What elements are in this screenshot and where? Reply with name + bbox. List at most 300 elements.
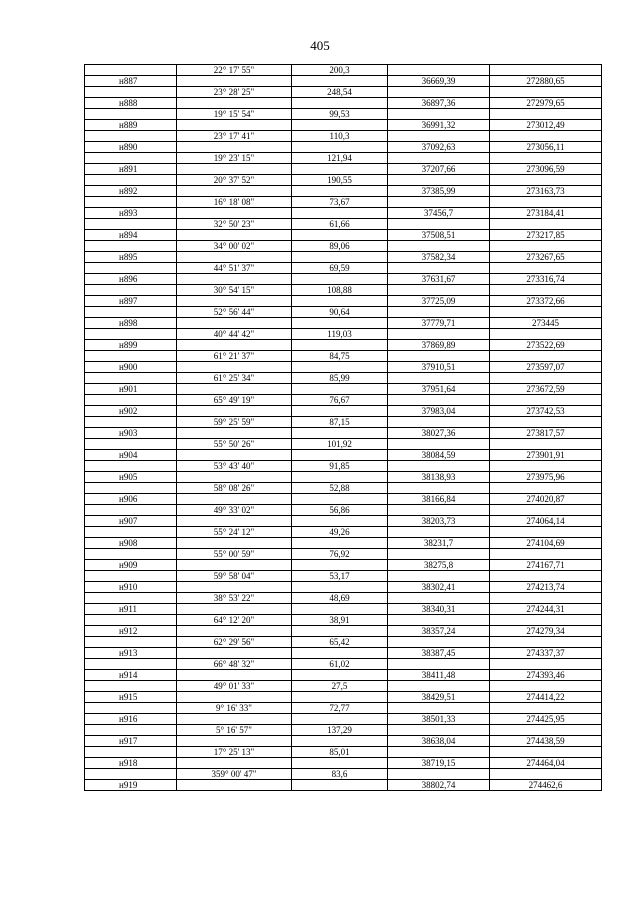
point-name-cell: н903 xyxy=(85,428,177,439)
empty-cell xyxy=(177,142,292,153)
y-coordinate-cell: 274064,14 xyxy=(490,516,602,527)
point-name-cell: н905 xyxy=(85,472,177,483)
x-coordinate-cell: 37456,7 xyxy=(388,208,490,219)
segment-row xyxy=(85,637,602,648)
empty-cell xyxy=(292,252,388,263)
empty-cell xyxy=(388,373,490,384)
empty-cell xyxy=(292,230,388,241)
segment-row xyxy=(85,65,602,76)
segment-row xyxy=(85,703,602,714)
point-name-cell: н896 xyxy=(85,274,177,285)
empty-cell xyxy=(177,758,292,769)
point-row xyxy=(85,758,602,769)
point-name-cell: н891 xyxy=(85,164,177,175)
distance-cell: 248,54 xyxy=(292,87,388,98)
segment-row xyxy=(85,373,602,384)
empty-cell xyxy=(388,747,490,758)
empty-cell xyxy=(490,439,602,450)
distance-cell: 85,01 xyxy=(292,747,388,758)
point-row xyxy=(85,252,602,263)
direction-angle-cell: 23° 17' 41" xyxy=(177,131,292,142)
empty-cell xyxy=(388,351,490,362)
empty-cell xyxy=(292,736,388,747)
empty-cell xyxy=(490,109,602,120)
empty-cell xyxy=(177,736,292,747)
segment-row xyxy=(85,87,602,98)
empty-cell xyxy=(177,780,292,791)
empty-cell xyxy=(85,637,177,648)
empty-cell xyxy=(388,395,490,406)
point-name-cell: н892 xyxy=(85,186,177,197)
direction-angle-cell: 65° 49' 19" xyxy=(177,395,292,406)
segment-row xyxy=(85,109,602,120)
distance-cell: 52,88 xyxy=(292,483,388,494)
segment-row xyxy=(85,219,602,230)
segment-row xyxy=(85,461,602,472)
point-row xyxy=(85,120,602,131)
point-name-cell: н917 xyxy=(85,736,177,747)
empty-cell xyxy=(85,373,177,384)
point-row xyxy=(85,516,602,527)
empty-cell xyxy=(177,582,292,593)
distance-cell: 89,06 xyxy=(292,241,388,252)
empty-cell xyxy=(388,87,490,98)
empty-cell xyxy=(177,120,292,131)
segment-row xyxy=(85,263,602,274)
x-coordinate-cell: 38357,24 xyxy=(388,626,490,637)
empty-cell xyxy=(85,87,177,98)
empty-cell xyxy=(292,142,388,153)
distance-cell: 190,55 xyxy=(292,175,388,186)
empty-cell xyxy=(85,725,177,736)
empty-cell xyxy=(85,681,177,692)
x-coordinate-cell: 37631,67 xyxy=(388,274,490,285)
direction-angle-cell: 49° 33' 02" xyxy=(177,505,292,516)
point-row xyxy=(85,450,602,461)
point-name-cell: н916 xyxy=(85,714,177,725)
empty-cell xyxy=(177,230,292,241)
empty-cell xyxy=(292,582,388,593)
x-coordinate-cell: 36669,39 xyxy=(388,76,490,87)
point-row xyxy=(85,296,602,307)
empty-cell xyxy=(490,263,602,274)
distance-cell: 56,86 xyxy=(292,505,388,516)
direction-angle-cell: 62° 29' 56" xyxy=(177,637,292,648)
empty-cell xyxy=(177,538,292,549)
point-name-cell: н912 xyxy=(85,626,177,637)
point-name-cell: н901 xyxy=(85,384,177,395)
direction-angle-cell: 53° 43' 40" xyxy=(177,461,292,472)
empty-cell xyxy=(388,65,490,76)
distance-cell: 90,64 xyxy=(292,307,388,318)
x-coordinate-cell: 38387,45 xyxy=(388,648,490,659)
empty-cell xyxy=(292,494,388,505)
empty-cell xyxy=(490,131,602,142)
direction-angle-cell: 52° 56' 44" xyxy=(177,307,292,318)
point-name-cell: н895 xyxy=(85,252,177,263)
empty-cell xyxy=(85,461,177,472)
point-row xyxy=(85,98,602,109)
empty-cell xyxy=(388,263,490,274)
segment-row xyxy=(85,549,602,560)
empty-cell xyxy=(177,362,292,373)
point-row xyxy=(85,494,602,505)
empty-cell xyxy=(177,208,292,219)
segment-row xyxy=(85,285,602,296)
empty-cell xyxy=(292,186,388,197)
y-coordinate-cell: 274462,6 xyxy=(490,780,602,791)
y-coordinate-cell: 274279,34 xyxy=(490,626,602,637)
y-coordinate-cell: 273522,69 xyxy=(490,340,602,351)
point-row xyxy=(85,714,602,725)
empty-cell xyxy=(85,659,177,670)
empty-cell xyxy=(292,472,388,483)
empty-cell xyxy=(292,780,388,791)
empty-cell xyxy=(292,714,388,725)
point-row xyxy=(85,626,602,637)
empty-cell xyxy=(490,703,602,714)
direction-angle-cell: 58° 08' 26" xyxy=(177,483,292,494)
distance-cell: 73,67 xyxy=(292,197,388,208)
y-coordinate-cell: 273672,59 xyxy=(490,384,602,395)
direction-angle-cell: 34° 00' 02" xyxy=(177,241,292,252)
y-coordinate-cell: 274020,87 xyxy=(490,494,602,505)
empty-cell xyxy=(292,692,388,703)
y-coordinate-cell: 273184,41 xyxy=(490,208,602,219)
point-row xyxy=(85,318,602,329)
direction-angle-cell: 44° 51' 37" xyxy=(177,263,292,274)
empty-cell xyxy=(177,472,292,483)
segment-row xyxy=(85,483,602,494)
direction-angle-cell: 16° 18' 08" xyxy=(177,197,292,208)
direction-angle-cell: 23° 28' 25" xyxy=(177,87,292,98)
point-row xyxy=(85,274,602,285)
direction-angle-cell: 40° 44' 42" xyxy=(177,329,292,340)
point-row xyxy=(85,340,602,351)
empty-cell xyxy=(177,76,292,87)
point-name-cell: н899 xyxy=(85,340,177,351)
segment-row xyxy=(85,307,602,318)
empty-cell xyxy=(85,351,177,362)
y-coordinate-cell: 274104,69 xyxy=(490,538,602,549)
distance-cell: 119,03 xyxy=(292,329,388,340)
x-coordinate-cell: 37092,63 xyxy=(388,142,490,153)
segment-row xyxy=(85,439,602,450)
empty-cell xyxy=(85,307,177,318)
point-name-cell: н900 xyxy=(85,362,177,373)
point-row xyxy=(85,428,602,439)
distance-cell: 91,85 xyxy=(292,461,388,472)
x-coordinate-cell: 38166,84 xyxy=(388,494,490,505)
segment-row xyxy=(85,527,602,538)
point-row xyxy=(85,384,602,395)
point-row xyxy=(85,406,602,417)
x-coordinate-cell: 37869,89 xyxy=(388,340,490,351)
direction-angle-cell: 59° 58' 04" xyxy=(177,571,292,582)
empty-cell xyxy=(388,461,490,472)
empty-cell xyxy=(490,615,602,626)
empty-cell xyxy=(85,593,177,604)
empty-cell xyxy=(177,626,292,637)
empty-cell xyxy=(490,549,602,560)
empty-cell xyxy=(490,285,602,296)
y-coordinate-cell: 273012,49 xyxy=(490,120,602,131)
point-row xyxy=(85,142,602,153)
empty-cell xyxy=(388,219,490,230)
empty-cell xyxy=(85,549,177,560)
empty-cell xyxy=(490,461,602,472)
empty-cell xyxy=(490,505,602,516)
point-name-cell: н894 xyxy=(85,230,177,241)
empty-cell xyxy=(177,604,292,615)
empty-cell xyxy=(490,527,602,538)
point-name-cell: н897 xyxy=(85,296,177,307)
empty-cell xyxy=(292,318,388,329)
x-coordinate-cell: 38340,31 xyxy=(388,604,490,615)
segment-row xyxy=(85,681,602,692)
distance-cell: 87,15 xyxy=(292,417,388,428)
empty-cell xyxy=(177,560,292,571)
empty-cell xyxy=(85,615,177,626)
empty-cell xyxy=(292,670,388,681)
distance-cell: 137,29 xyxy=(292,725,388,736)
distance-cell: 101,92 xyxy=(292,439,388,450)
direction-angle-cell: 359° 00' 47" xyxy=(177,769,292,780)
empty-cell xyxy=(177,648,292,659)
distance-cell: 83,6 xyxy=(292,769,388,780)
x-coordinate-cell: 36897,36 xyxy=(388,98,490,109)
empty-cell xyxy=(292,406,388,417)
empty-cell xyxy=(292,626,388,637)
direction-angle-cell: 22° 17' 55" xyxy=(177,65,292,76)
y-coordinate-cell: 273217,85 xyxy=(490,230,602,241)
segment-row xyxy=(85,351,602,362)
empty-cell xyxy=(490,175,602,186)
point-name-cell: н887 xyxy=(85,76,177,87)
empty-cell xyxy=(177,450,292,461)
point-name-cell: н906 xyxy=(85,494,177,505)
empty-cell xyxy=(292,604,388,615)
distance-cell: 76,92 xyxy=(292,549,388,560)
direction-angle-cell: 49° 01' 33" xyxy=(177,681,292,692)
point-row xyxy=(85,582,602,593)
y-coordinate-cell: 273316,74 xyxy=(490,274,602,285)
empty-cell xyxy=(292,428,388,439)
direction-angle-cell: 59° 25' 59" xyxy=(177,417,292,428)
empty-cell xyxy=(490,351,602,362)
empty-cell xyxy=(490,307,602,318)
empty-cell xyxy=(85,769,177,780)
empty-cell xyxy=(177,428,292,439)
distance-cell: 61,02 xyxy=(292,659,388,670)
direction-angle-cell: 9° 16' 33" xyxy=(177,703,292,714)
y-coordinate-cell: 274438,59 xyxy=(490,736,602,747)
point-name-cell: н915 xyxy=(85,692,177,703)
y-coordinate-cell: 274167,71 xyxy=(490,560,602,571)
distance-cell: 61,66 xyxy=(292,219,388,230)
point-row xyxy=(85,208,602,219)
empty-cell xyxy=(388,197,490,208)
point-name-cell: н908 xyxy=(85,538,177,549)
empty-cell xyxy=(85,417,177,428)
y-coordinate-cell: 273817,57 xyxy=(490,428,602,439)
empty-cell xyxy=(388,153,490,164)
point-name-cell: н914 xyxy=(85,670,177,681)
y-coordinate-cell: 273597,07 xyxy=(490,362,602,373)
distance-cell: 85,99 xyxy=(292,373,388,384)
segment-row xyxy=(85,505,602,516)
empty-cell xyxy=(85,527,177,538)
empty-cell xyxy=(292,758,388,769)
point-row xyxy=(85,76,602,87)
boundary-coordinates-table xyxy=(84,64,602,791)
direction-angle-cell: 19° 23' 15" xyxy=(177,153,292,164)
distance-cell: 108,88 xyxy=(292,285,388,296)
empty-cell xyxy=(490,747,602,758)
point-name-cell: н913 xyxy=(85,648,177,659)
empty-cell xyxy=(490,153,602,164)
segment-row xyxy=(85,197,602,208)
point-row xyxy=(85,560,602,571)
empty-cell xyxy=(177,406,292,417)
empty-cell xyxy=(177,98,292,109)
distance-cell: 53,17 xyxy=(292,571,388,582)
point-row xyxy=(85,736,602,747)
empty-cell xyxy=(388,659,490,670)
x-coordinate-cell: 37508,51 xyxy=(388,230,490,241)
distance-cell: 121,94 xyxy=(292,153,388,164)
empty-cell xyxy=(177,670,292,681)
empty-cell xyxy=(388,681,490,692)
point-name-cell: н910 xyxy=(85,582,177,593)
empty-cell xyxy=(388,593,490,604)
empty-cell xyxy=(177,714,292,725)
y-coordinate-cell: 274425,95 xyxy=(490,714,602,725)
point-name-cell: н904 xyxy=(85,450,177,461)
empty-cell xyxy=(490,87,602,98)
empty-cell xyxy=(85,747,177,758)
point-row xyxy=(85,472,602,483)
empty-cell xyxy=(85,153,177,164)
direction-angle-cell: 32° 50' 23" xyxy=(177,219,292,230)
empty-cell xyxy=(292,296,388,307)
empty-cell xyxy=(292,538,388,549)
direction-angle-cell: 17° 25' 13" xyxy=(177,747,292,758)
empty-cell xyxy=(177,252,292,263)
empty-cell xyxy=(490,769,602,780)
point-row xyxy=(85,692,602,703)
empty-cell xyxy=(388,439,490,450)
empty-cell xyxy=(85,241,177,252)
point-name-cell: н911 xyxy=(85,604,177,615)
empty-cell xyxy=(292,516,388,527)
x-coordinate-cell: 37779,71 xyxy=(388,318,490,329)
empty-cell xyxy=(490,65,602,76)
empty-cell xyxy=(490,593,602,604)
empty-cell xyxy=(85,329,177,340)
distance-cell: 99,53 xyxy=(292,109,388,120)
segment-row xyxy=(85,395,602,406)
direction-angle-cell: 64° 12' 20" xyxy=(177,615,292,626)
x-coordinate-cell: 38719,15 xyxy=(388,758,490,769)
direction-angle-cell: 20° 37' 52" xyxy=(177,175,292,186)
empty-cell xyxy=(177,318,292,329)
point-name-cell: н889 xyxy=(85,120,177,131)
empty-cell xyxy=(292,274,388,285)
empty-cell xyxy=(388,703,490,714)
x-coordinate-cell: 38275,8 xyxy=(388,560,490,571)
point-name-cell: н919 xyxy=(85,780,177,791)
empty-cell xyxy=(388,329,490,340)
point-name-cell: н888 xyxy=(85,98,177,109)
empty-cell xyxy=(292,120,388,131)
x-coordinate-cell: 37910,51 xyxy=(388,362,490,373)
y-coordinate-cell: 272979,65 xyxy=(490,98,602,109)
empty-cell xyxy=(85,219,177,230)
x-coordinate-cell: 37582,34 xyxy=(388,252,490,263)
empty-cell xyxy=(292,208,388,219)
y-coordinate-cell: 273372,66 xyxy=(490,296,602,307)
x-coordinate-cell: 38802,74 xyxy=(388,780,490,791)
y-coordinate-cell: 272880,65 xyxy=(490,76,602,87)
empty-cell xyxy=(177,516,292,527)
direction-angle-cell: 5° 16' 57" xyxy=(177,725,292,736)
x-coordinate-cell: 37951,64 xyxy=(388,384,490,395)
direction-angle-cell: 55° 00' 59" xyxy=(177,549,292,560)
empty-cell xyxy=(388,615,490,626)
empty-cell xyxy=(85,395,177,406)
y-coordinate-cell: 273267,65 xyxy=(490,252,602,263)
x-coordinate-cell: 37983,04 xyxy=(388,406,490,417)
empty-cell xyxy=(177,296,292,307)
x-coordinate-cell: 38302,41 xyxy=(388,582,490,593)
empty-cell xyxy=(490,241,602,252)
empty-cell xyxy=(85,571,177,582)
empty-cell xyxy=(490,373,602,384)
x-coordinate-cell: 38027,36 xyxy=(388,428,490,439)
direction-angle-cell: 19° 15' 54" xyxy=(177,109,292,120)
empty-cell xyxy=(292,384,388,395)
empty-cell xyxy=(85,197,177,208)
empty-cell xyxy=(85,175,177,186)
empty-cell xyxy=(177,186,292,197)
empty-cell xyxy=(388,175,490,186)
empty-cell xyxy=(292,76,388,87)
x-coordinate-cell: 38138,93 xyxy=(388,472,490,483)
empty-cell xyxy=(177,164,292,175)
y-coordinate-cell: 273975,96 xyxy=(490,472,602,483)
empty-cell xyxy=(177,340,292,351)
x-coordinate-cell: 38638,04 xyxy=(388,736,490,747)
empty-cell xyxy=(490,329,602,340)
direction-angle-cell: 66° 48' 32" xyxy=(177,659,292,670)
empty-cell xyxy=(388,417,490,428)
empty-cell xyxy=(85,505,177,516)
empty-cell xyxy=(388,769,490,780)
y-coordinate-cell: 273163,73 xyxy=(490,186,602,197)
empty-cell xyxy=(292,164,388,175)
empty-cell xyxy=(388,285,490,296)
empty-cell xyxy=(85,65,177,76)
y-coordinate-cell: 274244,31 xyxy=(490,604,602,615)
empty-cell xyxy=(177,494,292,505)
y-coordinate-cell: 273096,59 xyxy=(490,164,602,175)
empty-cell xyxy=(85,263,177,274)
distance-cell: 84,75 xyxy=(292,351,388,362)
x-coordinate-cell: 37385,99 xyxy=(388,186,490,197)
x-coordinate-cell: 38429,51 xyxy=(388,692,490,703)
segment-row xyxy=(85,329,602,340)
